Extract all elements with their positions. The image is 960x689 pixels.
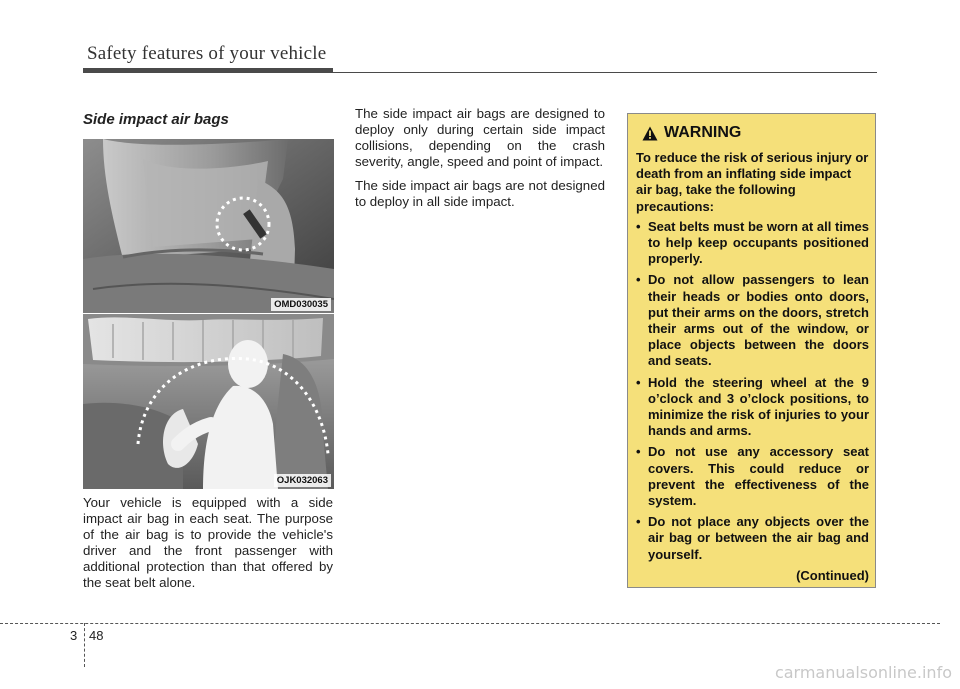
warning-item-text: Do not use any accessory seat covers. This could reduce or prevent the effectiveness of the system. [648, 444, 869, 509]
occupant-photo [83, 313, 334, 489]
list-item: • Do not place any objects over the air bag or between the air bag and yourself. [636, 514, 869, 562]
watermark: carmanualsonline.info [774, 663, 952, 682]
warning-body [636, 150, 869, 584]
middle-paragraph: The side impact air bags are designed to deploy only during certain side impact collisions, depending on the crash severity, angle, speed and point of impact. [355, 106, 605, 169]
warning-box [627, 113, 876, 588]
warning-item-text: Do not place any objects over the air bag or between the air bag and yourself. [648, 514, 869, 562]
photo-code: OMD030035 [271, 298, 331, 311]
list-item: • Do not use any accessory seat covers. This could reduce or prevent the effectiveness of the system. [636, 444, 869, 509]
seat-side-airbag-photo [83, 139, 334, 313]
middle-paragraph: The side impact air bags are not designed to deploy in all side impact. [355, 178, 605, 209]
warning-item-text: Do not allow passengers to lean their heads or bodies onto doors, put their arms on the doors, stretch their arms out of the window, or place objects between the doors and seats. [648, 272, 869, 369]
section-title: Side impact air bags [83, 111, 229, 128]
warning-continued: (Continued) [796, 567, 869, 583]
occupant-side-airbag-deployed-photo [83, 314, 334, 489]
warning-list [636, 219, 869, 563]
warning-title: WARNING [664, 124, 742, 141]
warning-item-text: Seat belts must be worn at all times to help keep occupants positioned properly. [648, 218, 869, 267]
warning-triangle-icon [642, 126, 658, 141]
photo-code: OJK032063 [274, 474, 331, 487]
warning-intro: To reduce the risk of serious injury or death from an inflating side impact air bag, take the following precautions: [636, 150, 869, 214]
left-paragraph: Your vehicle is equipped with a side impact air bag in each seat. The purpose of the air bag is to provide the vehicle's driver and the front passenger with additional protection than that offered by the seat belt alone. [83, 495, 333, 590]
warning-header [642, 124, 741, 142]
footer-divider [84, 623, 85, 667]
middle-column [355, 106, 605, 218]
seat-photo [83, 139, 334, 313]
list-item: • Seat belts must be worn at all times to help keep occupants positioned properly. [636, 218, 869, 267]
list-item: • Hold the steering wheel at the 9 o’clock and 3 o’clock positions, to minimize the risk of injuries to your hands and arms. [636, 374, 869, 439]
list-item: • Do not allow passengers to lean their heads or bodies onto doors, put their arms on the doors, stretch their arms out of the window, or place objects between the doors and seats. [636, 272, 869, 369]
footer-rule [0, 623, 940, 624]
footer-chapter: 3 [70, 628, 78, 643]
footer-page-number: 48 [89, 628, 104, 643]
page-header-title: Safety features of your vehicle [87, 43, 327, 64]
header-rule [83, 72, 877, 73]
warning-item-text: Hold the steering wheel at the 9 o’clock and 3 o’clock positions, to minimize the risk of injuries to your hands and arms. [648, 374, 869, 439]
